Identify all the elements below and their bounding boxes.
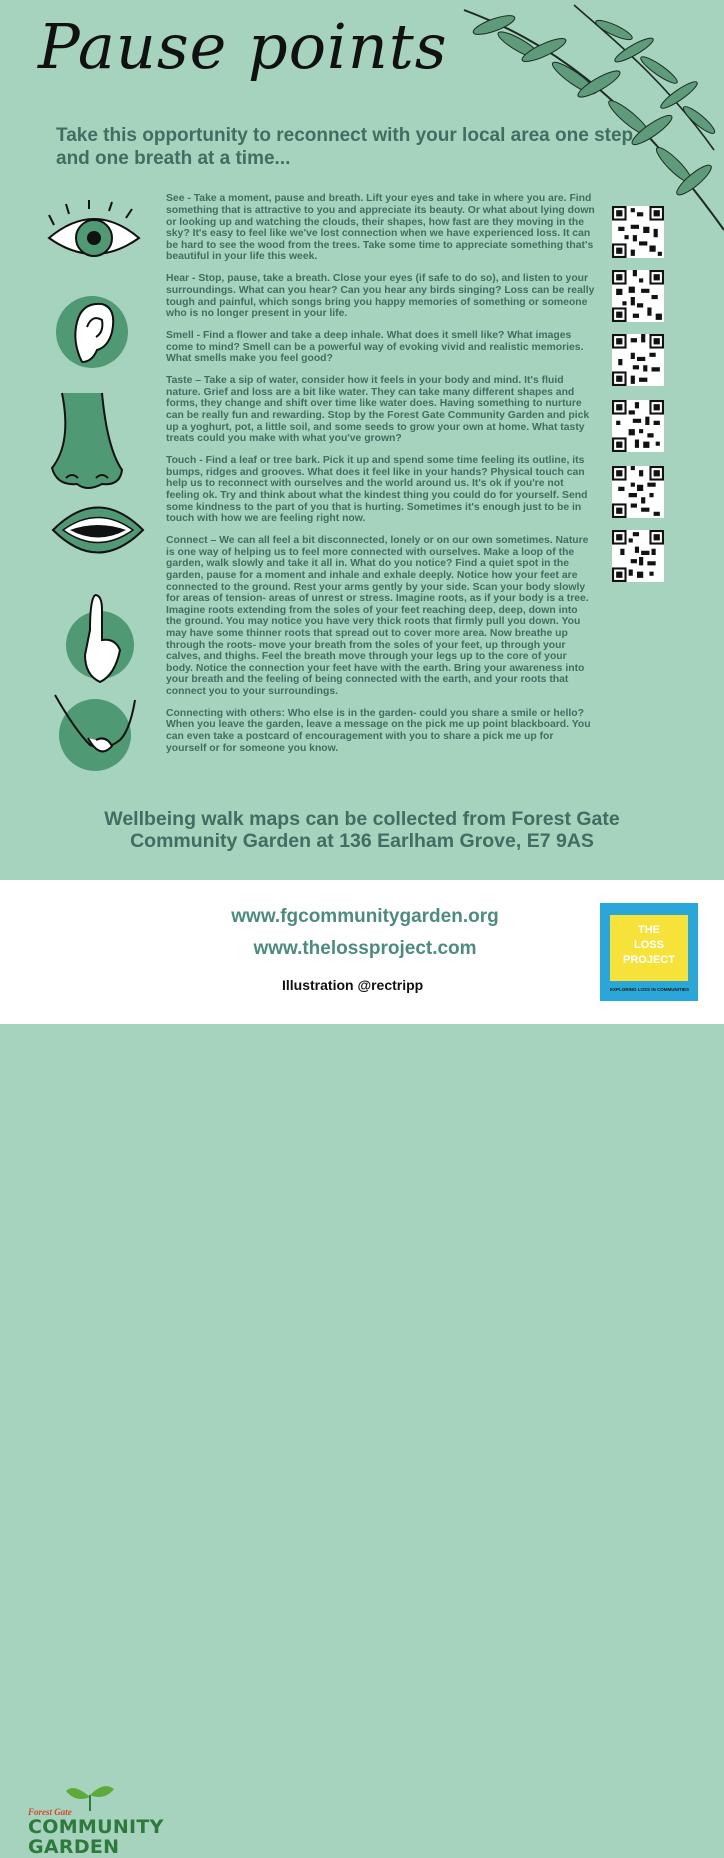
loss-line-1: THE [638,924,660,936]
loss-project-title [610,923,688,968]
qr-code-taste[interactable] [612,400,664,452]
section-connecting-others: Connecting with others: Who else is in the garden- could you share a smile or hello? When you leave the garden, leave a message on the pick me up point blackboard. You can even take a postcard of encouragement with you to share a pick me up for yourself or for someone you know. [166,707,591,754]
link-thelossproject[interactable]: www.thelossproject.com [253,938,477,959]
section-smell: Smell - Find a flower and take a deep inhale. What does it smell like? What images come to mind? Smell can be a powerful way of evoking vivid and realistic memories. What smells make you feel good? [166,330,584,365]
footer-line-2: Community Garden at 136 Earlham Grove, E7 9AS [130,830,594,852]
loss-project-speech-box [610,915,688,981]
link-fgcommunitygarden[interactable]: www.fgcommunitygarden.org [231,906,499,927]
loss-line-3: PROJECT [623,954,675,966]
illustration-credit: Illustration @rectripp [282,977,424,993]
hand-icon [60,590,140,690]
holding-hands-icon [50,690,140,780]
section-hear: Hear - Stop, pause, take a breath. Close your eyes (if safe to do so), and listen to your surroundings. What can you hear? Can you hear any birds singing? Loss can be really tough and painful, which songs bring you happy memories of something or someone who is no longer present in your life. [166,273,595,320]
poster [0,0,724,880]
sense-sections [166,183,596,763]
mouth-icon [48,490,148,570]
page-title: Pause points [38,10,448,83]
qr-code-see[interactable] [612,206,664,258]
footer-line-1: Wellbeing walk maps can be collected from Forest Gate [104,808,620,830]
loss-line-2: LOSS [634,939,664,951]
qr-code-smell[interactable] [612,334,664,386]
wellbeing-walk-info [40,808,684,852]
section-connect: Connect – We can all feel a bit disconnected, lonely or on our own sometimes. Nature is one way of helping us to feel more connected with ourselves. Make a loop of the garden, walk slowly and take it all in. What do you notice? Find a quiet spot in the garden, pause for a moment and inhale and exhale deeply. Notice how your feet are connected to the ground. Rest your arms gently by your side. Scan your body slowly for areas of tension- areas of unrest or stress. Imagine roots, as if your body is a tree. Imagine roots extending from the soles of your feet reaching deep, deep, down into the ground. You may notice you have very thick roots that firmly pull you down. You may have some thinner roots that spread out to cover more area. Now breathe up through the roots- move your breath from the soles of your feet, up through your calves, and thighs. Feel the breath move through your legs up to the core of your body. Notice the connection your feet have with the earth. Bring your awareness into your breath and the feeling of being connected with the earth, and your roots that connect you to your surroundings. [166,535,589,697]
fgc-logo-line2: GARDEN [28,1836,120,1858]
fgc-logo-small: Forest Gate [28,1807,72,1817]
section-touch: Touch - Find a leaf or tree bark. Pick it up and spend some time feeling its outline, its bumps, ridges and grooves. What does it feel like in your hands? Physical touch can help us to reconnect with ourselves and the world around us. It's ok if you're not feeling ok. Try and think about what the kindest thing you could do for yourself. Send some kindness to the part of you that is hurting. Sometimes it's enough just to be in touch with how we are feeling right now. [166,455,588,525]
page-subtitle: Take this opportunity to reconnect with your local area one step and one breath at a time... [56,125,634,169]
loss-project-tagline: EXPLORING LOSS IN COMMUNITIES [610,987,690,992]
the-loss-project-logo [600,903,698,1001]
qr-code-connect[interactable] [612,530,664,582]
footer-bar [0,880,724,1858]
sprout-icon [64,1783,116,1811]
section-taste: Taste – Take a sip of water, consider how it feels in your body and mind. It's fluid nature. Grief and loss are a bit like water. They can take many different shapes and forms, they change and shift over time like water does. Having something to nurture can be really fun and rewarding. Stop by the Forest Gate Community Garden and pick up a yoghurt, pot, a little soil, and some seeds to grow your own at home. What tasty treats could you make with what you've grown? [166,375,590,445]
forest-gate-community-garden-logo [28,1785,164,1858]
nose-icon [32,388,142,498]
eye-icon [44,200,144,270]
qr-code-touch[interactable] [612,466,664,518]
ear-icon [52,292,132,372]
qr-code-hear[interactable] [612,270,664,322]
section-see: See - Take a moment, pause and breath. Lift your eyes and take in where you are. Find something that is attractive to you and appreciate its beauty. Or what about lying down or looking up and watching the clouds, their shapes, how fast are they moving in the sky? It's easy to feel like we've lost connection when we have experienced loss. It can be hard to see the wood from the trees. Take some time to appreciate something that's beautiful in your life this week. [166,193,595,263]
fgc-logo-line1: COMMUNITY [28,1816,164,1838]
